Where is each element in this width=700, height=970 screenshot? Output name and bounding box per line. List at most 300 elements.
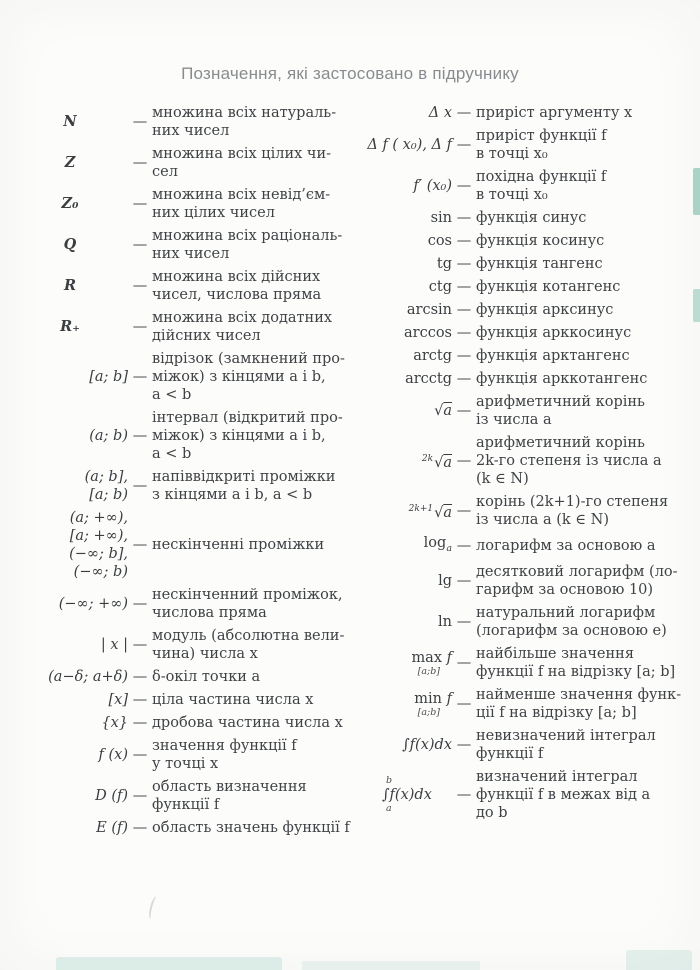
description-line: функція тангенс xyxy=(476,256,603,272)
symbol-line xyxy=(382,786,432,804)
dash-separator: — xyxy=(456,696,472,712)
notation-row xyxy=(352,232,672,250)
notation-symbol xyxy=(38,318,128,336)
dash-separator: — xyxy=(456,325,472,341)
symbol-line xyxy=(70,527,128,545)
symbol-text: R xyxy=(63,277,77,294)
symbol-line xyxy=(414,690,452,708)
notation-description xyxy=(152,819,350,837)
notation-row xyxy=(352,393,672,429)
page-title: Позначення, які застосовано в підручнику xyxy=(181,64,519,83)
notation-description xyxy=(476,209,586,227)
notation-description xyxy=(152,227,342,263)
notation-symbol xyxy=(38,509,128,581)
dash-separator: — xyxy=(132,715,148,731)
description-line: функції f xyxy=(152,797,220,813)
symbol-line xyxy=(95,787,128,805)
symbol-text: (a; +∞), xyxy=(69,510,128,526)
notation-row xyxy=(38,691,346,709)
notation-row xyxy=(352,434,672,488)
notation-row xyxy=(38,268,346,304)
dash-separator: — xyxy=(456,371,472,387)
notation-row xyxy=(38,104,346,140)
notation-symbol xyxy=(352,177,452,195)
notation-row xyxy=(352,127,672,163)
description-line: функції f на відрізку [a; b] xyxy=(476,664,676,680)
description-line: міжок) з кінцями a і b, xyxy=(152,369,326,385)
symbol-line xyxy=(63,113,76,131)
description-line: із числа a (k ∈ N) xyxy=(476,512,609,528)
description-line: ціла частина числа x xyxy=(152,692,314,708)
dash-separator: — xyxy=(456,137,472,153)
symbol-line xyxy=(48,668,128,686)
notation-symbol xyxy=(352,347,452,365)
dash-separator: — xyxy=(132,278,148,294)
description-line: них цілих чисел xyxy=(152,205,275,221)
symbol-line xyxy=(65,154,76,172)
symbol-line xyxy=(402,736,452,754)
notation-symbol xyxy=(352,209,452,227)
notation-row xyxy=(352,104,672,122)
symbol-line xyxy=(101,636,128,654)
notation-row xyxy=(38,509,346,581)
description-line: (k ∈ N) xyxy=(476,471,529,487)
description-line: міжок) з кінцями a і b, xyxy=(152,428,326,444)
limit-lower: a xyxy=(386,803,392,814)
description-line: нескінченні проміжки xyxy=(152,537,325,553)
notation-symbol xyxy=(38,819,128,837)
dash-separator: — xyxy=(456,105,472,121)
notation-description xyxy=(476,727,656,763)
notation-description xyxy=(152,268,321,304)
symbol-text: arccos xyxy=(404,325,452,341)
description-line: множина всіх цілих чи- xyxy=(152,146,332,162)
symbol-line xyxy=(74,563,128,581)
notation-description xyxy=(152,627,344,663)
notation-row xyxy=(352,168,672,204)
symbol-line xyxy=(407,301,452,319)
symbol-text: Z xyxy=(64,154,76,171)
pencil-mark xyxy=(147,895,161,920)
notation-symbol xyxy=(352,370,452,388)
notation-row xyxy=(38,737,346,773)
notation-symbol xyxy=(38,368,128,386)
notation-symbol xyxy=(352,402,452,420)
notation-symbol xyxy=(38,714,128,732)
notation-row xyxy=(38,468,346,504)
dash-separator: — xyxy=(132,428,148,444)
notation-row xyxy=(38,186,346,222)
limit-lower: [a;b] xyxy=(417,666,440,677)
symbol-text: N xyxy=(63,113,77,130)
symbol-line xyxy=(429,104,452,122)
symbol-line xyxy=(89,368,128,386)
symbol-text: ∫f(x)dx xyxy=(382,787,432,803)
dash-separator: — xyxy=(456,256,472,272)
dash-separator: — xyxy=(132,692,148,708)
notation-description xyxy=(152,104,336,140)
dash-separator: — xyxy=(456,503,472,519)
notation-symbol xyxy=(352,232,452,250)
notation-symbol xyxy=(38,668,128,686)
notation-symbol xyxy=(38,113,128,131)
scan-artifact-bottom-right xyxy=(626,950,692,970)
description-line: до b xyxy=(476,805,508,821)
symbol-line xyxy=(89,427,128,445)
description-line: функція косинус xyxy=(476,233,605,249)
notation-row xyxy=(38,714,346,732)
symbol-line xyxy=(413,177,452,195)
symbol-text: a xyxy=(443,505,452,521)
symbol-text: Q xyxy=(63,236,77,253)
symbol-text: D (f) xyxy=(95,788,128,804)
symbol-text: log xyxy=(423,535,447,551)
notation-symbol xyxy=(352,776,452,814)
symbol-text: | x | xyxy=(100,637,128,653)
symbol-text: (−∞; +∞) xyxy=(58,596,128,612)
description-line: множина всіх дійсних xyxy=(152,269,321,285)
description-line: числова пряма xyxy=(152,605,267,621)
notation-row xyxy=(352,324,672,342)
description-line: із числа a xyxy=(476,412,552,428)
symbol-text: a xyxy=(443,403,452,419)
description-line: a < b xyxy=(152,387,192,403)
description-line: функція арккосинус xyxy=(476,325,632,341)
notation-description xyxy=(476,645,675,681)
notation-symbol xyxy=(38,468,128,504)
notation-description xyxy=(476,563,678,599)
notation-row xyxy=(38,350,346,404)
symbol-text: ctg xyxy=(428,279,452,295)
notation-row xyxy=(352,645,676,681)
notation-description xyxy=(476,686,681,722)
dash-separator: — xyxy=(132,637,148,653)
notation-symbol xyxy=(38,691,128,709)
notation-description xyxy=(476,104,632,122)
symbol-text: a xyxy=(443,455,452,471)
symbol-text: Z₀ xyxy=(61,195,79,212)
symbol-line xyxy=(424,534,452,558)
description-line: множина всіх натураль- xyxy=(152,105,337,121)
dash-separator: — xyxy=(456,348,472,364)
notation-symbol xyxy=(352,736,452,754)
symbol-text: 2k+1 xyxy=(408,504,434,514)
symbol-line xyxy=(70,509,128,527)
notation-symbol xyxy=(352,104,452,122)
limit-lower: [a;b] xyxy=(417,707,440,718)
notation-row xyxy=(352,727,672,763)
notation-description xyxy=(152,409,343,463)
symbol-text: arcctg xyxy=(405,371,452,387)
notation-row xyxy=(38,627,346,663)
description-line: область значень функції f xyxy=(152,820,350,836)
dash-separator: — xyxy=(456,737,472,753)
notation-symbol xyxy=(38,746,128,764)
dash-separator: — xyxy=(132,537,148,553)
description-line: (логарифм за основою e) xyxy=(476,623,667,639)
symbol-text: Δ f ( x₀), Δ f xyxy=(367,137,452,153)
description-line: них чисел xyxy=(152,123,230,139)
description-line: функція котангенс xyxy=(476,279,621,295)
description-line: з кінцями a і b, a < b xyxy=(152,487,313,503)
symbol-text: f xyxy=(442,650,452,666)
description-line: арифметичний корінь xyxy=(476,394,645,410)
notation-description xyxy=(152,145,331,181)
notation-symbol xyxy=(38,236,128,254)
notation-description xyxy=(152,691,313,709)
dash-separator: — xyxy=(456,233,472,249)
notation-symbol xyxy=(352,613,452,631)
description-line: приріст функції f xyxy=(476,128,607,144)
notation-symbol xyxy=(38,154,128,172)
notation-description xyxy=(476,434,662,488)
description-line: функція арксинус xyxy=(476,302,614,318)
notation-description xyxy=(152,668,260,686)
description-line: похідна функції f xyxy=(476,169,607,185)
notation-description xyxy=(476,301,613,319)
symbol-text: √ xyxy=(434,403,444,419)
symbol-line xyxy=(413,347,452,365)
notation-symbol xyxy=(352,278,452,296)
notation-row xyxy=(352,534,672,558)
symbol-line xyxy=(429,278,452,296)
symbol-text: max xyxy=(411,650,443,666)
description-line: значення функції f xyxy=(152,738,297,754)
symbol-text: (−∞; b) xyxy=(73,564,128,580)
scan-artifact-right-top xyxy=(693,168,700,215)
description-line: функція синус xyxy=(476,210,587,226)
notation-symbol xyxy=(352,534,452,558)
description-line: множина всіх додатних xyxy=(152,310,333,326)
symbol-line xyxy=(411,649,452,667)
dash-separator: — xyxy=(132,369,148,385)
description-line: у точці x xyxy=(152,756,219,772)
notation-row xyxy=(352,278,672,296)
description-line: в точці x₀ xyxy=(476,187,548,203)
symbol-text: √ xyxy=(434,505,444,521)
notation-row xyxy=(38,145,346,181)
symbol-line xyxy=(431,209,452,227)
symbol-line xyxy=(85,468,128,486)
notation-symbol xyxy=(352,324,452,342)
symbol-text: {x} xyxy=(101,715,128,731)
description-line: дробова частина числа x xyxy=(152,715,343,731)
description-line: сел xyxy=(152,164,178,180)
symbol-text: f′ (x₀) xyxy=(413,178,452,194)
notation-description xyxy=(152,586,343,622)
description-line: визначений інтеграл xyxy=(476,769,638,785)
description-line: напіввідкриті проміжки xyxy=(152,469,336,485)
description-line: множина всіх раціональ- xyxy=(152,228,343,244)
description-line: модуль (абсолютна вели- xyxy=(152,628,345,644)
notation-description xyxy=(476,232,604,250)
description-line: чисел, числова пряма xyxy=(152,287,322,303)
symbol-text: (a; b], xyxy=(84,469,128,485)
notation-row xyxy=(352,370,672,388)
symbol-text: sin xyxy=(430,210,452,226)
notation-table xyxy=(0,84,700,842)
symbol-line xyxy=(99,746,128,764)
dash-separator: — xyxy=(132,155,148,171)
notation-row xyxy=(38,668,346,686)
notation-description xyxy=(476,537,656,555)
dash-separator: — xyxy=(456,787,472,803)
notation-description xyxy=(152,737,297,773)
dash-separator: — xyxy=(456,302,472,318)
symbol-line xyxy=(405,370,452,388)
symbol-line xyxy=(428,232,452,250)
notation-description xyxy=(152,186,330,222)
description-line: дійсних чисел xyxy=(152,328,261,344)
dash-separator: — xyxy=(456,403,472,419)
scan-artifact-right-mid xyxy=(693,289,700,322)
description-line: δ-окіл точки a xyxy=(152,669,261,685)
dash-separator: — xyxy=(132,319,148,335)
notation-symbol xyxy=(352,649,452,677)
symbol-line xyxy=(60,318,80,336)
symbol-line xyxy=(89,486,128,504)
left-column xyxy=(38,104,350,842)
notation-symbol xyxy=(352,500,452,522)
notation-description xyxy=(152,468,335,504)
notation-description xyxy=(152,714,343,732)
notation-description xyxy=(152,536,324,554)
symbol-text: [x] xyxy=(108,692,128,708)
symbol-text: E (f) xyxy=(96,820,128,836)
notation-row xyxy=(352,347,672,365)
dash-separator: — xyxy=(456,573,472,589)
limit-upper: b xyxy=(386,775,393,786)
dash-separator: — xyxy=(132,237,148,253)
dash-separator: — xyxy=(132,747,148,763)
notation-row xyxy=(38,819,350,837)
dash-separator: — xyxy=(456,453,472,469)
description-line: чина) числа x xyxy=(152,646,258,662)
dash-separator: — xyxy=(132,196,148,212)
notation-row xyxy=(352,768,672,822)
notation-symbol xyxy=(352,572,452,590)
notation-symbol xyxy=(352,690,452,718)
symbol-line xyxy=(422,450,452,472)
description-line: інтервал (відкритий про- xyxy=(152,410,343,426)
symbol-line xyxy=(438,613,452,631)
symbol-text: (−∞; b], xyxy=(69,546,128,562)
description-line: функції f xyxy=(476,746,544,762)
notation-row xyxy=(38,227,346,263)
symbol-text: lg xyxy=(438,573,452,589)
symbol-line xyxy=(64,236,77,254)
notation-description xyxy=(476,347,630,365)
description-line: відрізок (замкнений про- xyxy=(152,351,345,367)
notation-description xyxy=(476,127,606,163)
dash-separator: — xyxy=(132,788,148,804)
symbol-line xyxy=(96,819,128,837)
symbol-text: Δ x xyxy=(428,105,452,121)
description-line: арифметичний корінь xyxy=(476,435,645,451)
symbol-text: (a; b) xyxy=(89,428,128,444)
dash-separator: — xyxy=(132,596,148,612)
dash-separator: — xyxy=(132,478,148,494)
notation-symbol xyxy=(38,427,128,445)
description-line: приріст аргументу x xyxy=(476,105,633,121)
notation-description xyxy=(476,324,631,342)
description-line: найбільше значення xyxy=(476,646,634,662)
notation-symbol xyxy=(38,636,128,654)
symbol-text: f xyxy=(442,691,452,707)
notation-description xyxy=(476,768,650,822)
dash-separator: — xyxy=(456,614,472,630)
notation-row xyxy=(38,309,346,345)
description-line: функція арктангенс xyxy=(476,348,630,364)
dash-separator: — xyxy=(456,279,472,295)
description-line: десятковий логарифм (ло- xyxy=(476,564,678,580)
symbol-text: f (x) xyxy=(98,747,128,763)
description-line: 2k-го степеня із числа a xyxy=(476,453,662,469)
symbol-line xyxy=(434,402,452,420)
symbol-text: ∫f(x)dx xyxy=(402,737,452,753)
symbol-text: [a; b) xyxy=(89,487,128,503)
symbol-text: [a; +∞), xyxy=(69,528,128,544)
right-column xyxy=(352,104,682,827)
symbol-line xyxy=(101,714,128,732)
description-line: область визначення xyxy=(152,779,307,795)
notation-row xyxy=(352,686,682,722)
scan-artifact-bottom-left xyxy=(56,957,282,970)
symbol-line xyxy=(62,195,79,213)
description-line: них чисел xyxy=(152,246,230,262)
symbol-line xyxy=(69,545,128,563)
notation-row xyxy=(38,778,346,814)
dash-separator: — xyxy=(456,655,472,671)
symbol-text: tg xyxy=(436,256,452,272)
notation-description xyxy=(476,604,667,640)
dash-separator: — xyxy=(456,538,472,554)
symbol-line xyxy=(367,136,452,154)
dash-separator: — xyxy=(456,178,472,194)
symbol-text: arcsin xyxy=(406,302,452,318)
description-line: a < b xyxy=(152,446,192,462)
notation-description xyxy=(476,168,606,204)
notation-symbol xyxy=(38,195,128,213)
dash-separator: — xyxy=(132,820,148,836)
description-line: найменше значення функ- xyxy=(476,687,682,703)
description-line: функція арккотангенс xyxy=(476,371,648,387)
notation-symbol xyxy=(352,301,452,319)
symbol-text: min xyxy=(414,691,443,707)
notation-description xyxy=(152,309,332,345)
notation-symbol xyxy=(38,277,128,295)
description-line: функції f в межах від a xyxy=(476,787,651,803)
notation-description xyxy=(476,278,620,296)
symbol-line xyxy=(404,324,452,342)
description-line: натуральний логарифм xyxy=(476,605,656,621)
description-line: в точці x₀ xyxy=(476,146,548,162)
symbol-text: [a; b] xyxy=(89,369,128,385)
notation-row xyxy=(38,586,346,622)
notation-symbol xyxy=(352,255,452,273)
description-line: нескінченний проміжок, xyxy=(152,587,343,603)
symbol-text: (a−δ; a+δ) xyxy=(48,669,128,685)
notation-symbol xyxy=(352,450,452,472)
symbol-text: √ xyxy=(434,455,444,471)
notation-description xyxy=(152,350,345,404)
notation-description xyxy=(476,393,645,429)
scan-artifact-bottom-mid xyxy=(302,961,480,970)
notation-row xyxy=(38,409,346,463)
dash-separator: — xyxy=(132,669,148,685)
symbol-text: cos xyxy=(427,233,452,249)
description-line: корінь (2k+1)-го степеня xyxy=(476,494,669,510)
